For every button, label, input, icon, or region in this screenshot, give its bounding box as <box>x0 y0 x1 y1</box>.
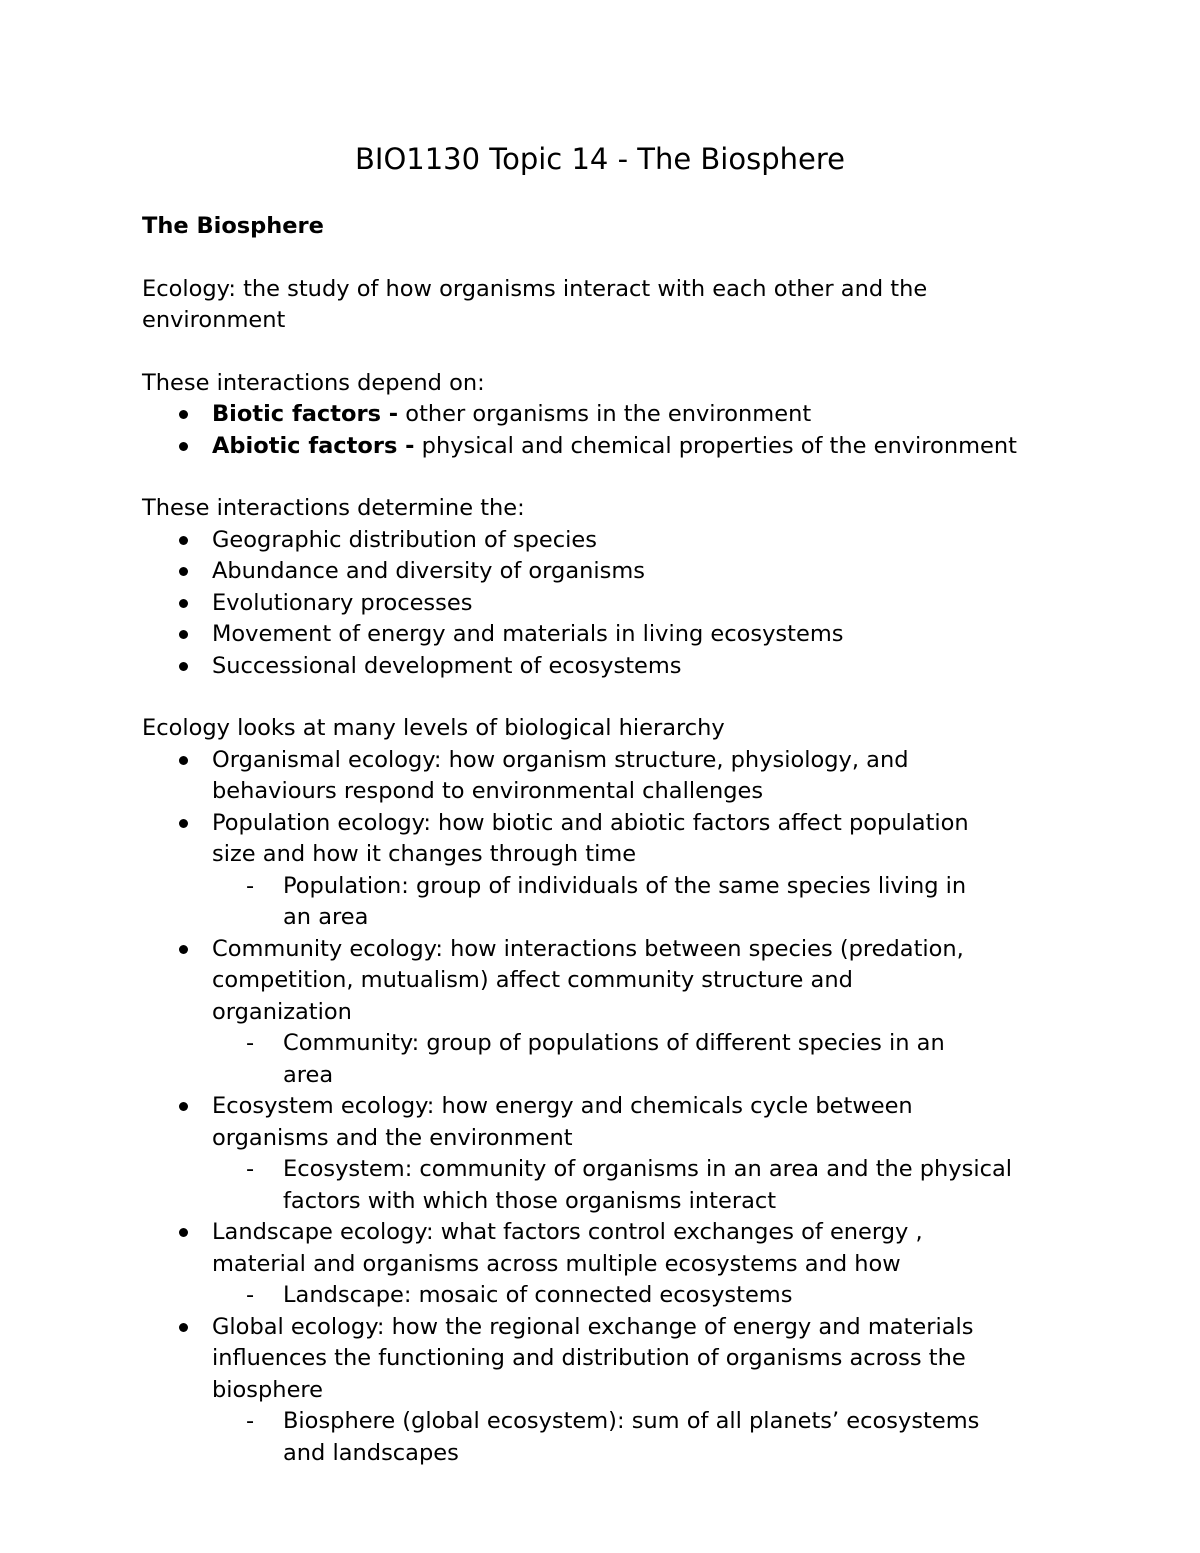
bullet-icon <box>179 599 188 608</box>
list-item-text: Ecosystem ecology: how energy and chemicals cycle between organisms and the environment <box>212 1093 913 1151</box>
sub-list-item <box>212 1154 1022 1217</box>
sub-list-item <box>212 1406 1022 1469</box>
dash-marker: - <box>246 1030 255 1056</box>
list-item <box>142 651 1072 683</box>
list-item-text: Evolutionary processes <box>212 589 473 616</box>
factor-term: Biotic factors - <box>212 401 399 427</box>
sub-list <box>212 1028 1002 1091</box>
determine-intro: These interactions determine the: <box>142 495 525 521</box>
list-item-text: Geographic distribution of species <box>212 526 597 553</box>
list-item <box>142 588 1072 620</box>
list-item <box>142 1091 1022 1217</box>
list-item <box>142 934 992 1092</box>
sub-list <box>212 1280 1012 1312</box>
levels-list <box>142 745 1013 1470</box>
section-heading: The Biosphere <box>142 213 324 239</box>
determine-list <box>142 525 1072 683</box>
bullet-icon <box>179 756 188 765</box>
sub-item-text: Community: group of populations of different species in an area <box>283 1030 945 1088</box>
dash-marker: - <box>246 872 255 899</box>
bullet-icon <box>179 410 188 419</box>
list-item <box>142 399 1072 431</box>
list-item-text: Global ecology: how the regional exchange of energy and materials influences the functioning and distribution of organisms across the biosphere <box>212 1313 974 1403</box>
sub-list-item <box>212 1028 1002 1091</box>
list-item <box>142 1312 1022 1470</box>
list-item <box>142 808 992 934</box>
sub-item-text: Population: group of individuals of the same species living in an area <box>283 872 967 930</box>
document-body <box>142 211 1072 1469</box>
list-item-text: Abundance and diversity of organisms <box>212 558 645 584</box>
bullet-icon <box>179 662 188 671</box>
bullet-icon <box>179 536 188 545</box>
sub-list-item <box>212 1280 1012 1312</box>
depend-list <box>142 399 1072 462</box>
bullet-icon <box>179 567 188 576</box>
sub-list <box>212 871 977 934</box>
list-item-text: Population ecology: how biotic and abiotic factors affect population size and how it changes through time <box>212 809 969 867</box>
list-item <box>142 1217 1012 1312</box>
list-item <box>142 745 942 808</box>
list-item-text: Successional development of ecosystems <box>212 652 682 679</box>
bullet-icon <box>179 442 188 451</box>
bullet-icon <box>179 1323 188 1332</box>
sub-list <box>212 1154 1022 1217</box>
factor-term: Abiotic factors - <box>212 432 415 459</box>
dash-marker: - <box>246 1156 255 1182</box>
list-item <box>142 431 1072 463</box>
list-item-text: Movement of energy and materials in living ecosystems <box>212 621 844 647</box>
list-item <box>142 619 1072 651</box>
levels-intro: Ecology looks at many levels of biological hierarchy <box>142 715 725 741</box>
bullet-icon <box>179 1228 188 1237</box>
bullet-icon <box>179 630 188 639</box>
sub-item-text: Ecosystem: community of organisms in an area and the physical factors with which those organisms interact <box>283 1156 1013 1214</box>
list-item-text: Community ecology: how interactions between species (predation, competition, mutualism) affect community structure and organization <box>212 935 964 1025</box>
list-item-text: Landscape ecology: what factors control exchanges of energy , material and organisms across multiple ecosystems and how <box>212 1219 923 1277</box>
sub-item-text: Biosphere (global ecosystem): sum of all planets’ ecosystems and landscapes <box>283 1408 980 1466</box>
depend-intro: These interactions depend on: <box>142 369 485 396</box>
bullet-icon <box>179 945 188 954</box>
sub-item-text: Landscape: mosaic of connected ecosystems <box>283 1282 793 1308</box>
list-item-text: Organismal ecology: how organism structure, physiology, and behaviours respond to environmental challenges <box>212 746 909 804</box>
list-item <box>142 525 1072 557</box>
list-item <box>142 556 1072 588</box>
dash-marker: - <box>246 1408 255 1434</box>
dash-marker: - <box>246 1282 255 1308</box>
sub-list <box>212 1406 1022 1469</box>
factor-text: physical and chemical properties of the environment <box>414 432 1017 459</box>
factor-text: other organisms in the environment <box>398 401 812 427</box>
bullet-icon <box>179 819 188 828</box>
bullet-icon <box>179 1102 188 1111</box>
sub-list-item <box>212 871 977 934</box>
ecology-definition: Ecology: the study of how organisms interact with each other and the environment <box>142 275 928 333</box>
page-title: BIO1130 Topic 14 - The Biosphere <box>355 142 845 176</box>
